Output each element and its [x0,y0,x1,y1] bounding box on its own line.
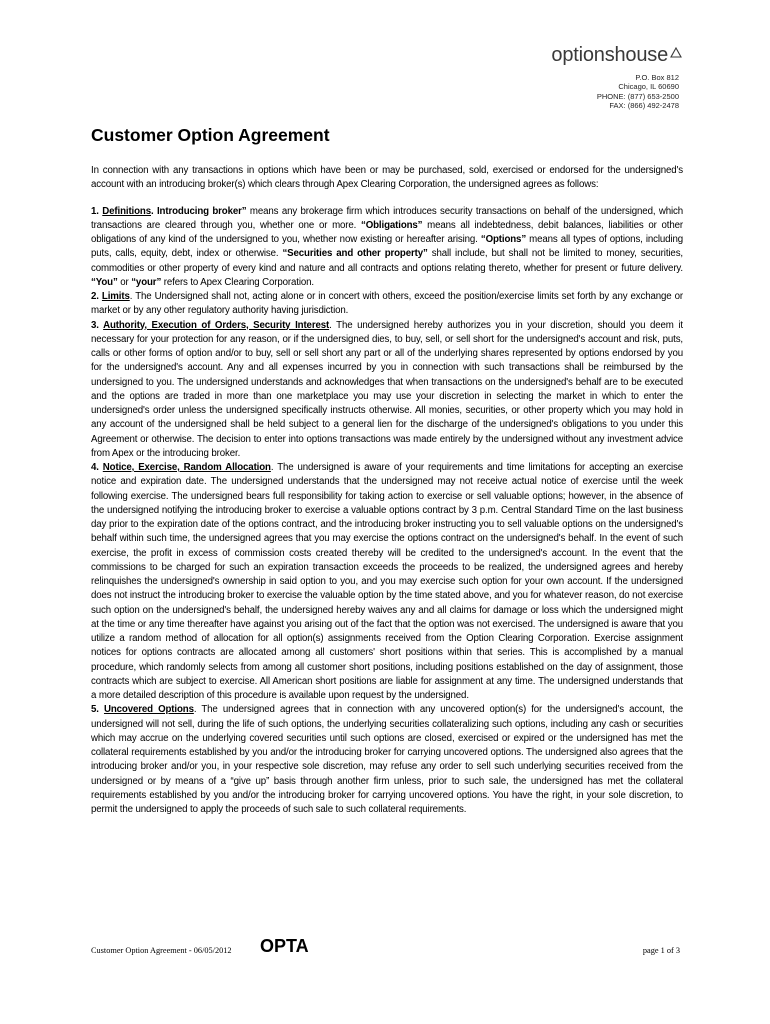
section-number: 5. [91,704,104,716]
section-number: 4. [91,462,103,473]
section-limits [91,290,683,319]
term-you: “You” [91,276,118,288]
term-introducing-broker: . Introducing broker” [151,205,247,217]
section-text: means all types of options, including puts, calls, equity, debt, index or otherwise. [91,234,684,260]
section-text: means any brokerage firm which introduces security transactions on behalf of the undersigned, which transactions are cleared through you, whether one or more. [91,205,683,231]
document-body [91,164,683,817]
section-number: 1. [91,205,103,217]
section-heading: Authority, Execution of Orders, Security Interest [103,319,330,331]
section-text: shall include, but shall not be limited to money, securities, commodities or other property of every kind and nature and all contracts and options relating thereto, whether for present or future delivery. [91,248,683,274]
section-authority [91,319,683,462]
term-obligations: “Obligations” [361,219,423,231]
footer-document-name: Customer Option Agreement - 06/05/2012 [91,946,232,955]
term-options: “Options” [480,234,527,245]
address-phone: PHONE: (877) 653-2500 [596,91,679,101]
section-text: refers to Apex Clearing Corporation. [161,276,314,288]
triangle-outline-icon [670,41,682,64]
section-text: . The Undersigned shall not, acting alone or in concert with others, exceed the position/exercise limits set forth by any exchange or market or by any other regulatory authority having jurisdiction. [91,291,684,317]
section-heading: Limits [101,291,130,302]
section-notice-exercise [91,461,683,703]
address-fax: FAX: (866) 492-2478 [609,101,679,111]
section-text: means all indebtedness, debit balances, liabilities or other obligations of any kind of the undersigned to you, whether now existing or hereafter arising. [91,219,683,245]
section-text: . The undersigned is aware of your requirements and time limitations for accepting an exercise notice and expiration date. The undersigned understands that the undersigned may not receive actual notice of exercise until the week following exercise. The undersigned bears full responsibility for taking action to exercise or sell valuable options; however, in the absence of the undersigned notifying the introducing broker to exercise a valuable options contract by 3 p.m. Central Standard Time on the last business day prior to the expiration date of the options contract, and the introducing broker instructing you to sell valuable options on the undersigned's behalf within such time, the undersigned agrees that you may exercise the options contract on the undersigned's behalf. In the event of such exercise, the profit in excess of commission costs created thereby will be credited to the undersigned's account. In the event that the commissions to be charged for such an expiration transaction exceeds the proceeds to be realized, the undersigned agrees and hereby relinquishes the undersigned's ownership in said option to you, and you may exercise such option for your own account. If the undersigned does not instruct the introducing broker to exercise the valuable option by the time stated above, and you for whatever reason, do not exercise such option on the undersigned's behalf, the undersigned hereby waives any and all claims for damage or loss which the undersigned might at the time or any time thereafter have against you arising out of the fact that the option was not exercised. The undersigned is aware that you utilize a random method of allocation for all option(s) assignments received from the Option Clearing Corporation. Exercise assignment notices for options contracts are allocated among all customers' short positions within that series. This is accomplished by a manual procedure, which randomly selects from among all customer short positions, including positions established on the day of assignment, those contracts which are subject to exercise. All American short positions are liable for assignment at any time. The undersigned understands that a more detailed description of this procedure is available upon request by the undersigned. [91,462,683,701]
section-heading: Uncovered Options [103,704,194,716]
address-line: Chicago, IL 60690 [618,82,679,92]
section-heading: Notice, Exercise, Random Allocation [102,462,271,473]
section-number: 3. [91,319,104,331]
section-uncovered-options [91,703,683,817]
section-text: . The undersigned hereby authorizes you in your discretion, should you deem it necessary for your protection for any reason, or if the undersigned dies, to buy, sell, or sell short for the undersigned's account and risk, puts, calls or other forms of option and/or to buy, sell or sell short any part or all of the underlying shares represented by options endorsed by you for the undersigned's account. Any and all expenses incurred by you in connection with such transactions shall be reimbursed by the undersigned to you. The undersigned understands and acknowledges that when transactions on the undersigned's behalf are to be executed and the options are traded in more than one marketplace you may use your discretion in selecting the market in which to enter the undersigned's order unless the undersigned specifically instructs otherwise. All monies, securities, or other property which you may hold in any account of the undersigned shall be held subject to a general lien for the discharge of the undersigned's obligations to you under this Agreement or otherwise. The decision to enter into options transactions was made entirely by the undersigned without any investment advice from Apex or the introducing broker. [91,319,683,459]
section-number: 2. [91,291,102,302]
footer-page-number: page 1 of 3 [642,946,680,955]
company-logo [551,44,682,67]
term-your: “your” [131,276,162,288]
section-heading: Definitions [102,205,151,217]
intro-paragraph: In connection with any transactions in options which have been or may be purchased, sold, exercised or endorsed for the undersigned's account with an introducing broker(s) which clears through Apex Clearing Corporation, the undersigned agrees as follows: [91,165,683,191]
document-title: Customer Option Agreement [91,125,330,145]
logo-text: optionshouse [551,44,668,66]
address-line: P.O. Box 812 [635,73,679,82]
section-definitions [91,205,683,291]
section-text: . The undersigned agrees that in connection with any uncovered option(s) for the undersigned's account, the undersigned will not sell, during the life of such options, the underlying securities collateralizing such options, including any cash or securities which may accrue on the underlying covered securities until such options are closed, exercised or expired or the undersigned has met the collateral requirements established by you and/or the introducing broker for carrying uncovered options. The undersigned also agrees that the introducing broker and/or you, in your respective sole discretion, may refuse any order to sell such underlying securities received from the undersigned or by means of a “give up” basis through another firm unless, prior to such sale, the undersigned has met the collateral requirements established by you and/or the introducing broker for carrying uncovered options. You have the right, in your sole discretion, to permit the undersigned to apply the proceeds of such sale to such collateral requirements. [91,704,683,815]
footer-form-code: OPTA [260,936,309,956]
term-securities: “Securities and other property” [282,248,428,260]
company-address [597,73,679,111]
section-text: or [117,276,132,288]
